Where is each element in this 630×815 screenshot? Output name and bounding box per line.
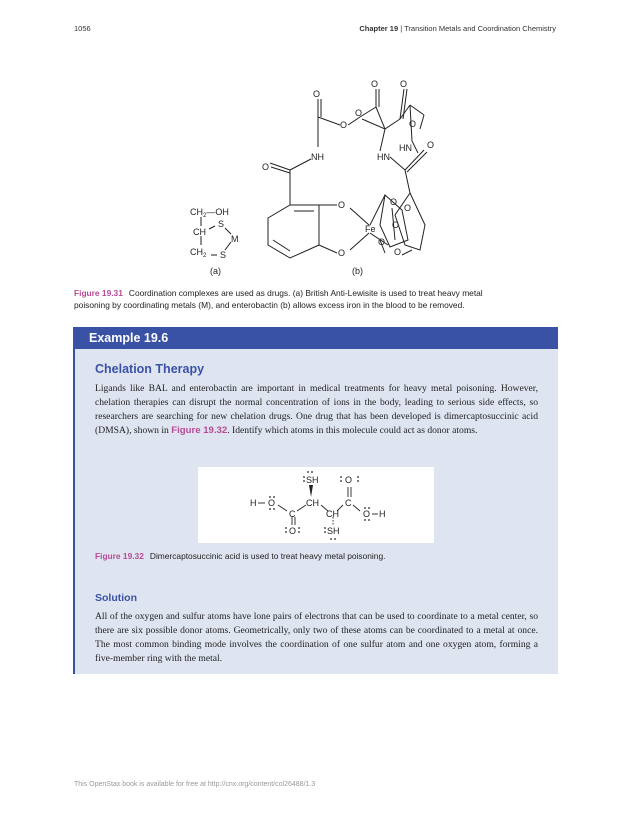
- figure-19-32-caption-text: Dimercaptosuccinic acid is used to treat heavy metal poisoning.: [149, 551, 386, 561]
- example-title: Chelation Therapy: [95, 362, 205, 376]
- chapter-number: Chapter 19: [359, 24, 399, 33]
- page-footer: This OpenStax book is available for free at http://cnx.org/content/col26488/1.3: [74, 781, 316, 788]
- catechol-oxygen: O: [338, 248, 346, 258]
- fe-o-bond: [350, 233, 369, 250]
- thiol-sh: SH: [327, 526, 340, 536]
- carbonyl-oxygen: O: [345, 475, 353, 485]
- ester-oxygen: O: [400, 79, 408, 89]
- aromatic-ring: [395, 193, 425, 250]
- amide-oxygen: O: [262, 162, 270, 172]
- caption-line-1: Coordination complexes are used as drugs. (a) British Anti-Lewisite is used to treat heavy metal: [128, 288, 483, 298]
- chapter-separator: |: [398, 24, 405, 33]
- chapter-title: Transition Metals and Coordination Chemistry: [404, 24, 556, 33]
- macrocycle-bond: [410, 105, 424, 115]
- lone-pair-dot: [324, 531, 326, 533]
- bal-ch2-s: $CH_2$: [190, 247, 207, 259]
- lone-pair-dot: [364, 519, 366, 521]
- macrocycle-bond: [318, 117, 340, 125]
- example-question: [95, 382, 538, 438]
- carboxyl-carbon: C: [289, 509, 296, 519]
- ester-oxygen: O: [409, 119, 417, 129]
- lone-pair-dot: [357, 476, 359, 478]
- ester-oxygen: O: [355, 108, 363, 118]
- carbonyl-bond: [270, 163, 290, 170]
- figure-19-31: [180, 75, 440, 280]
- ring-oxygen: O: [404, 203, 412, 213]
- carbonyl-oxygen: O: [289, 526, 297, 536]
- lone-pair-dot: [324, 527, 326, 529]
- lone-pair-dot: [357, 480, 359, 482]
- bal-bond: [209, 226, 215, 229]
- carbonyl-bond: [405, 150, 424, 170]
- lone-pair-dot: [273, 496, 275, 498]
- fe-o-bond: [402, 250, 412, 255]
- lone-pair-dot: [368, 507, 370, 509]
- lone-pair-dot: [269, 508, 271, 510]
- lone-pair-dot: [330, 538, 332, 540]
- benzene-ring: [268, 205, 319, 258]
- bal-ch: CH: [193, 227, 206, 237]
- carboxyl-carbon: C: [345, 498, 352, 508]
- amide-oxygen: O: [427, 140, 435, 150]
- ring-oxygen: O: [390, 197, 398, 207]
- caption-line-2: poisoning by coordinating metals (M), and enterobactin (b) allows excess iron in the blood to be removed.: [74, 299, 465, 310]
- solution-heading: Solution: [95, 592, 137, 604]
- lone-pair-dot: [364, 507, 366, 509]
- fe-o-bond: [350, 208, 369, 225]
- bal-metal: M: [231, 234, 239, 244]
- hydroxyl-h: H: [379, 509, 386, 519]
- macrocycle-bond: [412, 141, 418, 153]
- macrocycle-bond: [360, 107, 376, 117]
- lone-pair-dot: [285, 527, 287, 529]
- figure-19-32-link[interactable]: Figure 19.32: [171, 425, 228, 436]
- amide-bond: [290, 159, 311, 170]
- dmsa-bond: [278, 505, 287, 511]
- thiol-sh: SH: [306, 475, 319, 485]
- lone-pair-dot: [285, 531, 287, 533]
- ring-oxygen: O: [378, 237, 386, 247]
- hydroxyl-h: H: [250, 498, 257, 508]
- methine-ch: CH: [306, 498, 319, 508]
- carbonyl-bond: [271, 167, 290, 173]
- hydroxyl-oxygen: O: [268, 498, 276, 508]
- catechol-bond: [319, 245, 337, 253]
- amide-bond: [405, 170, 410, 193]
- bal-ch2-oh: $CH_2—OH$: [190, 207, 229, 219]
- amide-nh: NH: [311, 152, 324, 162]
- hydroxyl-oxygen: O: [363, 509, 371, 519]
- amide-bond: [390, 157, 405, 170]
- bal-sulfur-bottom: S: [220, 250, 227, 260]
- macrocycle-bond: [348, 117, 360, 125]
- catechol-oxygen: O: [338, 200, 346, 210]
- lone-pair-dot: [303, 480, 305, 482]
- lone-pair-dot: [269, 496, 271, 498]
- lone-pair-dot: [298, 527, 300, 529]
- lone-pair-dot: [334, 538, 336, 540]
- question-text-end: . Identify which atoms in this molecule could act as donor atoms.: [227, 425, 478, 436]
- iron-center: Fe: [365, 224, 376, 234]
- macrocycle-bond: [420, 115, 424, 129]
- dmsa-structure: [198, 467, 434, 543]
- page-number: 1056: [74, 24, 91, 33]
- methine-ch: CH: [326, 509, 339, 519]
- amide-hn: HN: [399, 143, 412, 153]
- figure-label: Figure 19.31: [74, 288, 123, 298]
- ring-oxygen: O: [392, 220, 400, 230]
- panel-label-b: (b): [352, 266, 363, 276]
- panel-label-a: (a): [210, 266, 221, 276]
- dmsa-bond: [353, 505, 360, 511]
- lone-pair-dot: [273, 508, 275, 510]
- lone-pair-dot: [303, 476, 305, 478]
- chapter-heading: [359, 24, 556, 33]
- lone-pair-dot: [307, 471, 309, 473]
- ester-oxygen: O: [313, 89, 321, 99]
- coordination-complexes-diagram: [180, 75, 440, 280]
- lone-pair-dot: [298, 531, 300, 533]
- lone-pair-dot: [368, 519, 370, 521]
- macrocycle-bond: [385, 119, 400, 129]
- figure-19-31-caption: [74, 288, 556, 311]
- ester-oxygen: O: [340, 120, 348, 130]
- dmsa-diagram: [198, 467, 434, 543]
- lone-pair-dot: [340, 476, 342, 478]
- amide-hn: HN: [377, 152, 390, 162]
- ring-oxygen: O: [394, 247, 402, 257]
- ester-oxygen: O: [371, 79, 379, 89]
- lone-pair-dot: [311, 471, 313, 473]
- macrocycle-bond: [380, 129, 385, 151]
- bal-sulfur-top: S: [218, 219, 225, 229]
- solution-text: All of the oxygen and sulfur atoms have lone pairs of electrons that can be used to coordinate to a metal center, so there are six possible donor atoms. Geometrically, only two of these atoms can be coordinated to a metal at once. The most common binding mode involves the coordination of one sulfur atom and one oxygen atom, forming a five-member ring with the metal.: [95, 611, 538, 664]
- dmsa-bond: [297, 505, 306, 511]
- carbonyl-bond: [407, 152, 427, 172]
- dmsa-wedge-bond: [309, 485, 313, 497]
- question-text: Ligands like BAL and enterobactin are important in medical treatments for heavy metal poisoning. However, chelation therapies can disrupt the normal concentration of ions in the body, leading to serious side effects, so researchers are searching for new chelation drugs. One drug that has been developed is dimercaptosuccinic acid (DMSA), shown in: [95, 383, 538, 436]
- lone-pair-dot: [340, 480, 342, 482]
- figure-19-32-caption: [95, 551, 385, 561]
- example-header: Example 19.6: [75, 327, 558, 349]
- figure-label: Figure 19.32: [95, 551, 144, 561]
- example-box: [73, 327, 558, 674]
